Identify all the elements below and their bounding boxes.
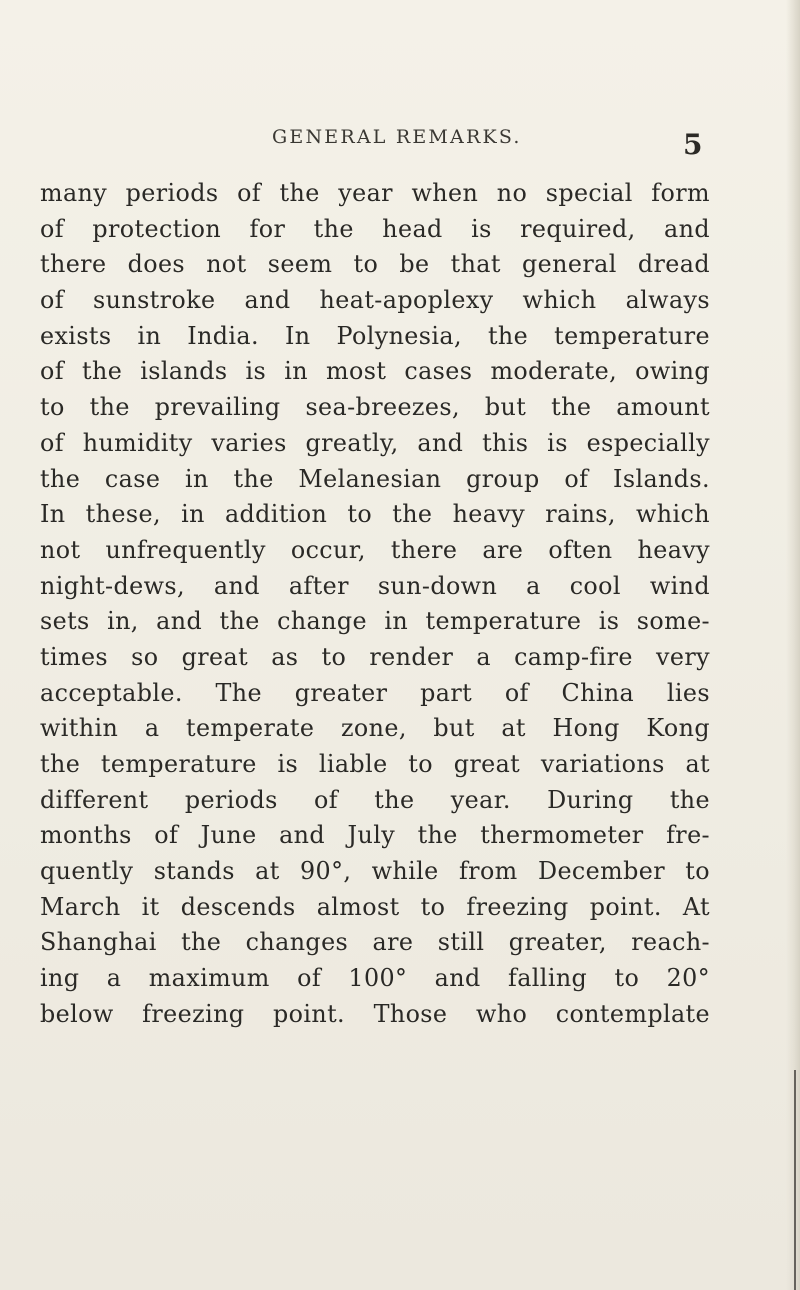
text-line: quently stands at 90°, while from December to: [40, 857, 710, 886]
running-title: GENERAL REMARKS.: [272, 126, 522, 148]
text-line: to the prevailing sea-breezes, but the amount: [40, 393, 710, 422]
text-line: acceptable. The greater part of China lies: [40, 678, 710, 707]
page-edge-shadow: [786, 0, 800, 1290]
text-line: March it descends almost to freezing point. At: [40, 892, 710, 921]
running-head: [0, 126, 800, 166]
text-line: many periods of the year when no special form: [40, 179, 710, 207]
body-paragraph: [40, 176, 710, 1033]
text-line: ing a maximum of 100° and falling to 20°: [40, 964, 710, 993]
page-number: 5: [683, 128, 703, 161]
text-line: Shanghai the changes are still greater, reach-: [40, 928, 710, 957]
text-line: times so great as to render a camp-fire very: [40, 642, 710, 671]
text-line: the temperature is liable to great variations at: [40, 750, 710, 778]
text-line: within a temperate zone, but at Hong Kong: [40, 714, 710, 743]
text-line: the case in the Melanesian group of Islands.: [40, 464, 710, 493]
text-line: of humidity varies greatly, and this is especially: [40, 428, 710, 457]
text-line: In these, in addition to the heavy rains, which: [40, 500, 710, 529]
text-line: exists in India. In Polynesia, the temperature: [40, 321, 710, 350]
text-line: not unfrequently occur, there are often heavy: [40, 535, 710, 564]
text-line: night-dews, and after sun-down a cool wind: [40, 571, 710, 600]
text-line: of sunstroke and heat-apoplexy which always: [40, 286, 710, 315]
text-line: below freezing point. Those who contemplate: [40, 999, 710, 1028]
text-line: different periods of the year. During the: [40, 785, 710, 814]
text-line: sets in, and the change in temperature is some-: [40, 607, 710, 636]
text-line: of protection for the head is required, and: [40, 214, 710, 243]
text-line: months of June and July the thermometer fre-: [40, 821, 710, 850]
text-line: there does not seem to be that general dread: [40, 250, 710, 279]
text-line: of the islands is in most cases moderate, owing: [40, 357, 710, 386]
page-edge-line: [794, 1070, 796, 1290]
